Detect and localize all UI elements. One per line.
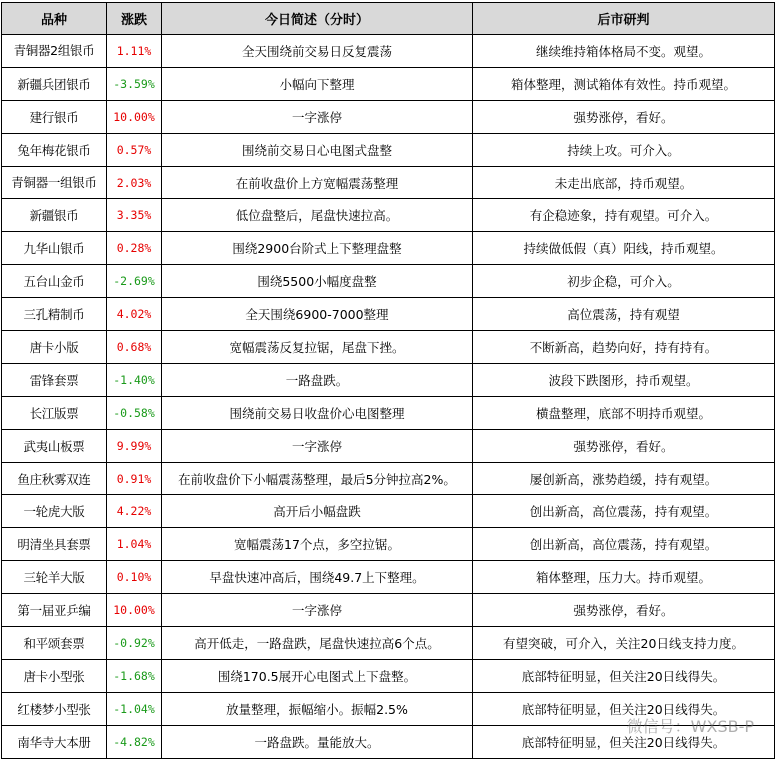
cell-summary: 全天围绕6900-7000整理 (162, 298, 473, 331)
cell-outlook: 创出新高，高位震荡，持有观望。 (473, 495, 775, 528)
cell-name: 新疆兵团银币 (2, 67, 107, 100)
watermark: 微信号：WXSB-P (626, 717, 754, 736)
cell-change: -3.59% (107, 67, 162, 100)
table-header-row (2, 3, 775, 35)
cell-change: 0.10% (107, 561, 162, 594)
table-row (2, 35, 775, 68)
cell-summary: 在前收盘价上方宽幅震荡整理 (162, 166, 473, 199)
cell-name: 鱼庄秋雾双连 (2, 462, 107, 495)
cell-outlook: 初步企稳，可介入。 (473, 265, 775, 298)
cell-name: 唐卡小版 (2, 331, 107, 364)
cell-summary: 一字涨停 (162, 100, 473, 133)
cell-name: 第一届亚乒编 (2, 594, 107, 627)
cell-summary: 围绕2900台阶式上下整理盘整 (162, 232, 473, 265)
cell-name: 建行银币 (2, 100, 107, 133)
cell-change: 2.03% (107, 166, 162, 199)
cell-change: 10.00% (107, 594, 162, 627)
cell-change: -1.68% (107, 659, 162, 692)
cell-change: -1.04% (107, 692, 162, 725)
cell-outlook: 有企稳迹象，持有观望。可介入。 (473, 199, 775, 232)
cell-change: 0.68% (107, 331, 162, 364)
header-summary: 今日简述（分时） (162, 3, 473, 35)
header-outlook: 后市研判 (473, 3, 775, 35)
cell-summary: 一字涨停 (162, 594, 473, 627)
cell-name: 五台山金币 (2, 265, 107, 298)
table-row (2, 265, 775, 298)
cell-name: 青铜器2组银币 (2, 35, 107, 68)
cell-name: 九华山银币 (2, 232, 107, 265)
header-name: 品种 (2, 3, 107, 35)
cell-name: 长江版票 (2, 396, 107, 429)
table-row (2, 133, 775, 166)
cell-outlook: 横盘整理，底部不明持币观望。 (473, 396, 775, 429)
table-row (2, 331, 775, 364)
cell-summary: 围绕前交易日收盘价心电图整理 (162, 396, 473, 429)
cell-summary: 早盘快速冲高后，围绕49.7上下整理。 (162, 561, 473, 594)
cell-outlook: 箱体整理，压力大。持币观望。 (473, 561, 775, 594)
cell-name: 和平颂套票 (2, 627, 107, 660)
cell-outlook: 底部特征明显，但关注20日线得失。 (473, 692, 775, 725)
cell-summary: 在前收盘价下小幅震荡整理，最后5分钟拉高2%。 (162, 462, 473, 495)
cell-name: 新疆银币 (2, 199, 107, 232)
cell-change: 1.11% (107, 35, 162, 68)
table-row (2, 429, 775, 462)
cell-change: 0.28% (107, 232, 162, 265)
table-row (2, 528, 775, 561)
cell-change: -1.40% (107, 363, 162, 396)
table-row (2, 166, 775, 199)
table-row (2, 199, 775, 232)
cell-summary: 小幅向下整理 (162, 67, 473, 100)
cell-outlook: 创出新高，高位震荡，持有观望。 (473, 528, 775, 561)
cell-outlook: 有望突破，可介入，关注20日线支持力度。 (473, 627, 775, 660)
cell-summary: 低位盘整后，尾盘快速拉高。 (162, 199, 473, 232)
cell-change: 3.35% (107, 199, 162, 232)
table-row (2, 594, 775, 627)
cell-summary: 围绕170.5展开心电图式上下盘整。 (162, 659, 473, 692)
cell-summary: 宽幅震荡反复拉锯，尾盘下挫。 (162, 331, 473, 364)
table-row (2, 561, 775, 594)
table-row (2, 298, 775, 331)
cell-change: 4.22% (107, 495, 162, 528)
cell-summary: 放量整理，振幅缩小。振幅2.5% (162, 692, 473, 725)
cell-outlook: 底部特征明显，但关注20日线得失。 (473, 659, 775, 692)
cell-outlook: 持续做低假（真）阳线，持币观望。 (473, 232, 775, 265)
table-row (2, 627, 775, 660)
cell-name: 红楼梦小型张 (2, 692, 107, 725)
cell-name: 兔年梅花银币 (2, 133, 107, 166)
cell-summary: 全天围绕前交易日反复震荡 (162, 35, 473, 68)
cell-outlook: 屡创新高，涨势趋缓，持有观望。 (473, 462, 775, 495)
table-body (2, 35, 775, 759)
cell-change: 10.00% (107, 100, 162, 133)
cell-outlook: 底部特征明显，但关注20日线得失。 (473, 725, 775, 758)
cell-outlook: 箱体整理，测试箱体有效性。持币观望。 (473, 67, 775, 100)
cell-name: 雷锋套票 (2, 363, 107, 396)
cell-outlook: 波段下跌图形，持币观望。 (473, 363, 775, 396)
cell-name: 唐卡小型张 (2, 659, 107, 692)
cell-outlook: 高位震荡，持有观望 (473, 298, 775, 331)
cell-summary: 高开后小幅盘跌 (162, 495, 473, 528)
cell-outlook: 不断新高，趋势向好，持有持有。 (473, 331, 775, 364)
cell-outlook: 继续维持箱体格局不变。观望。 (473, 35, 775, 68)
cell-summary: 宽幅震荡17个点，多空拉锯。 (162, 528, 473, 561)
table-row (2, 67, 775, 100)
table-row (2, 232, 775, 265)
cell-name: 武夷山板票 (2, 429, 107, 462)
cell-summary: 一字涨停 (162, 429, 473, 462)
table-row (2, 659, 775, 692)
cell-summary: 一路盘跌。量能放大。 (162, 725, 473, 758)
cell-summary: 一路盘跌。 (162, 363, 473, 396)
cell-summary: 高开低走，一路盘跌，尾盘快速拉高6个点。 (162, 627, 473, 660)
cell-name: 一轮虎大版 (2, 495, 107, 528)
market-table (1, 2, 775, 759)
cell-outlook: 强势涨停，看好。 (473, 594, 775, 627)
table-row (2, 100, 775, 133)
cell-change: -0.92% (107, 627, 162, 660)
table-row (2, 396, 775, 429)
cell-change: 0.91% (107, 462, 162, 495)
cell-name: 南华寺大本册 (2, 725, 107, 758)
cell-summary: 围绕前交易日心电图式盘整 (162, 133, 473, 166)
header-change: 涨跌 (107, 3, 162, 35)
cell-change: 1.04% (107, 528, 162, 561)
cell-outlook: 强势涨停，看好。 (473, 429, 775, 462)
cell-change: 4.02% (107, 298, 162, 331)
cell-outlook: 强势涨停，看好。 (473, 100, 775, 133)
table-row (2, 462, 775, 495)
cell-name: 三轮羊大版 (2, 561, 107, 594)
table-row (2, 495, 775, 528)
cell-name: 青铜器一组银币 (2, 166, 107, 199)
cell-change: -4.82% (107, 725, 162, 758)
cell-change: 9.99% (107, 429, 162, 462)
cell-name: 明清坐具套票 (2, 528, 107, 561)
table-row (2, 363, 775, 396)
cell-name: 三孔精制币 (2, 298, 107, 331)
cell-outlook: 持续上攻。可介入。 (473, 133, 775, 166)
cell-outlook: 未走出底部，持币观望。 (473, 166, 775, 199)
cell-change: -0.58% (107, 396, 162, 429)
cell-change: 0.57% (107, 133, 162, 166)
cell-summary: 围绕5500小幅度盘整 (162, 265, 473, 298)
cell-change: -2.69% (107, 265, 162, 298)
